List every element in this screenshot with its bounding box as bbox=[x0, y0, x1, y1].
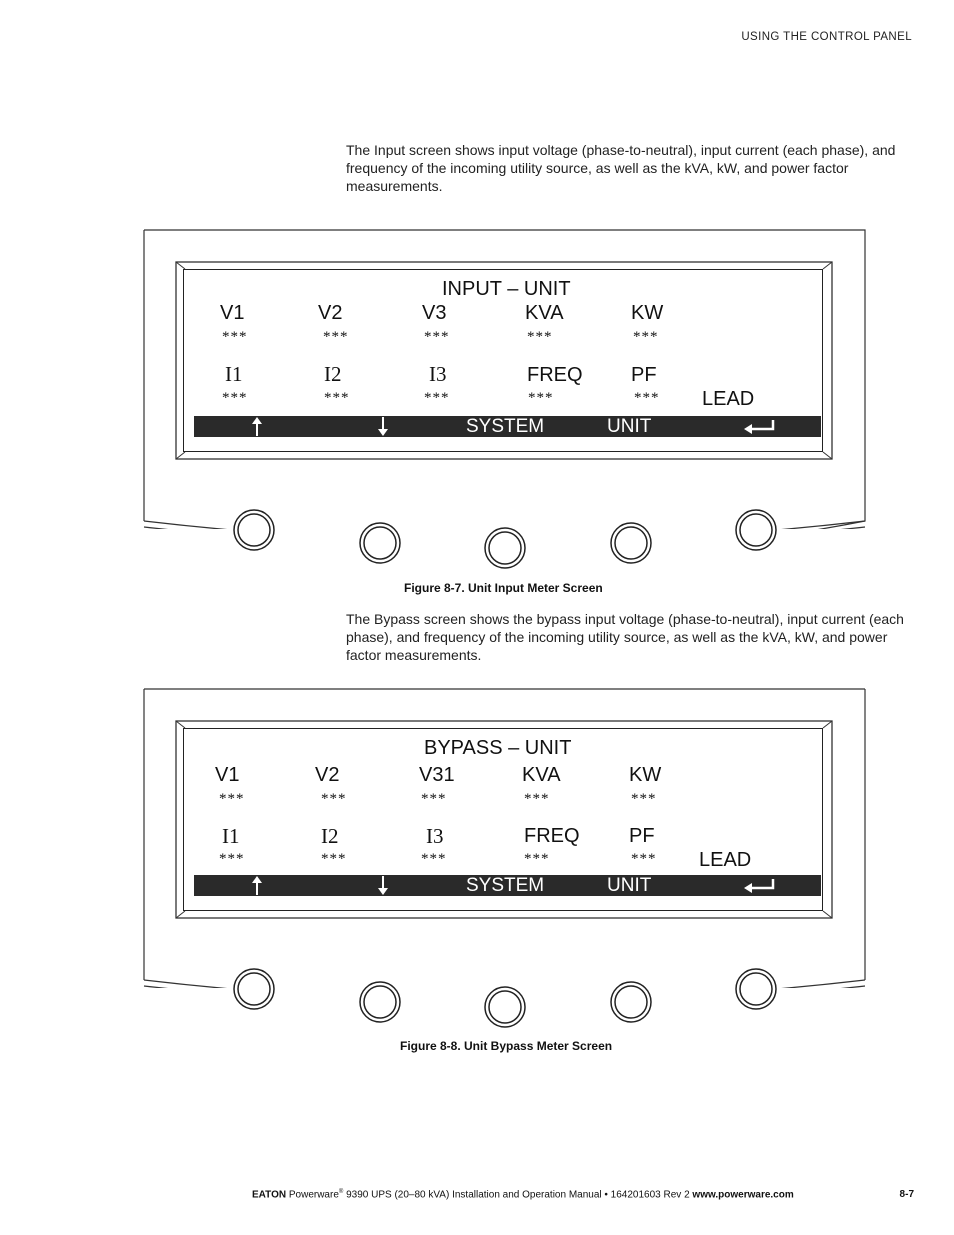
lead-indicator: LEAD bbox=[702, 388, 755, 410]
label-i1: I1 bbox=[222, 824, 240, 848]
up-arrow-icon[interactable] bbox=[250, 875, 264, 896]
value-freq: *** bbox=[524, 851, 550, 867]
value-kva: *** bbox=[524, 791, 550, 807]
label-v2: V2 bbox=[318, 302, 343, 324]
footer-registered-mark: ® bbox=[338, 1189, 344, 1195]
button-row bbox=[143, 499, 866, 569]
label-v2: V2 bbox=[315, 764, 340, 786]
up-arrow-icon[interactable] bbox=[250, 416, 264, 437]
value-freq: *** bbox=[528, 390, 554, 406]
value-v1: *** bbox=[219, 791, 245, 807]
softkey-bar bbox=[194, 875, 821, 896]
value-kw: *** bbox=[633, 329, 659, 345]
value-i1: *** bbox=[222, 390, 248, 406]
figure-caption-8-8: Figure 8-8. Unit Bypass Meter Screen bbox=[400, 1039, 613, 1053]
value-i2: *** bbox=[324, 390, 350, 406]
label-kva: KVA bbox=[525, 302, 564, 324]
button-row bbox=[143, 958, 866, 1028]
input-screen-description: The Input screen shows input voltage (phase-to-neutral), input current (each phase), and frequency of the incoming utility source, as well as the kVA, kW, and power factor measurements. bbox=[346, 142, 896, 194]
value-pf: *** bbox=[631, 851, 657, 867]
screen-title: BYPASS – UNIT bbox=[424, 737, 572, 759]
label-i3: I3 bbox=[426, 824, 444, 848]
label-freq: FREQ bbox=[524, 825, 580, 847]
footer-text: 9390 UPS (20–80 kVA) Installation and Operation Manual • 164201603 Rev 2 bbox=[343, 1189, 693, 1201]
value-kw: *** bbox=[631, 791, 657, 807]
system-softkey-label[interactable]: SYSTEM bbox=[466, 875, 545, 896]
value-i2: *** bbox=[321, 851, 347, 867]
bypass-meter-panel bbox=[143, 688, 866, 988]
footer-product: Powerware bbox=[288, 1189, 339, 1201]
value-v2: *** bbox=[323, 329, 349, 345]
system-softkey-label[interactable]: SYSTEM bbox=[466, 416, 545, 437]
value-i1: *** bbox=[219, 851, 245, 867]
lcd-display bbox=[183, 728, 823, 911]
enter-arrow-icon[interactable] bbox=[742, 875, 776, 896]
softkey-bar bbox=[194, 416, 821, 437]
lead-indicator: LEAD bbox=[699, 849, 752, 871]
value-pf: *** bbox=[634, 390, 660, 406]
label-v3: V3 bbox=[422, 302, 447, 324]
label-freq: FREQ bbox=[527, 364, 583, 386]
unit-softkey-label[interactable]: UNIT bbox=[607, 875, 652, 896]
figure-caption-8-7: Figure 8-7. Unit Input Meter Screen bbox=[404, 581, 603, 595]
value-v3: *** bbox=[424, 329, 450, 345]
label-pf: PF bbox=[629, 825, 655, 847]
label-kw: KW bbox=[631, 302, 664, 324]
label-i1: I1 bbox=[225, 362, 243, 386]
value-v31: *** bbox=[421, 791, 447, 807]
value-kva: *** bbox=[527, 329, 553, 345]
label-kw: KW bbox=[629, 764, 662, 786]
unit-softkey-label[interactable]: UNIT bbox=[607, 416, 652, 437]
value-v2: *** bbox=[321, 791, 347, 807]
value-v1: *** bbox=[222, 329, 248, 345]
label-i3: I3 bbox=[429, 362, 447, 386]
label-kva: KVA bbox=[522, 764, 561, 786]
input-meter-panel bbox=[143, 229, 866, 529]
running-header: USING THE CONTROL PANEL bbox=[741, 31, 912, 43]
label-v1: V1 bbox=[215, 764, 240, 786]
label-v31: V31 bbox=[419, 764, 455, 786]
label-pf: PF bbox=[631, 364, 657, 386]
page-number: 8-7 bbox=[899, 1189, 914, 1200]
page-footer bbox=[252, 1189, 794, 1200]
footer-url: www.powerware.com bbox=[692, 1189, 794, 1201]
down-arrow-icon[interactable] bbox=[376, 875, 390, 896]
label-v1: V1 bbox=[220, 302, 245, 324]
enter-arrow-icon[interactable] bbox=[742, 416, 776, 437]
screen-title: INPUT – UNIT bbox=[442, 278, 571, 300]
footer-brand: EATON bbox=[252, 1189, 287, 1201]
value-i3: *** bbox=[421, 851, 447, 867]
down-arrow-icon[interactable] bbox=[376, 416, 390, 437]
lcd-display bbox=[183, 269, 823, 452]
bypass-screen-description: The Bypass screen shows the bypass input voltage (phase-to-neutral), input current (each phase), and frequency of the incoming utility source, as well as the kVA, kW, and power factor measurements. bbox=[346, 611, 904, 663]
label-i2: I2 bbox=[321, 824, 339, 848]
value-i3: *** bbox=[424, 390, 450, 406]
label-i2: I2 bbox=[324, 362, 342, 386]
